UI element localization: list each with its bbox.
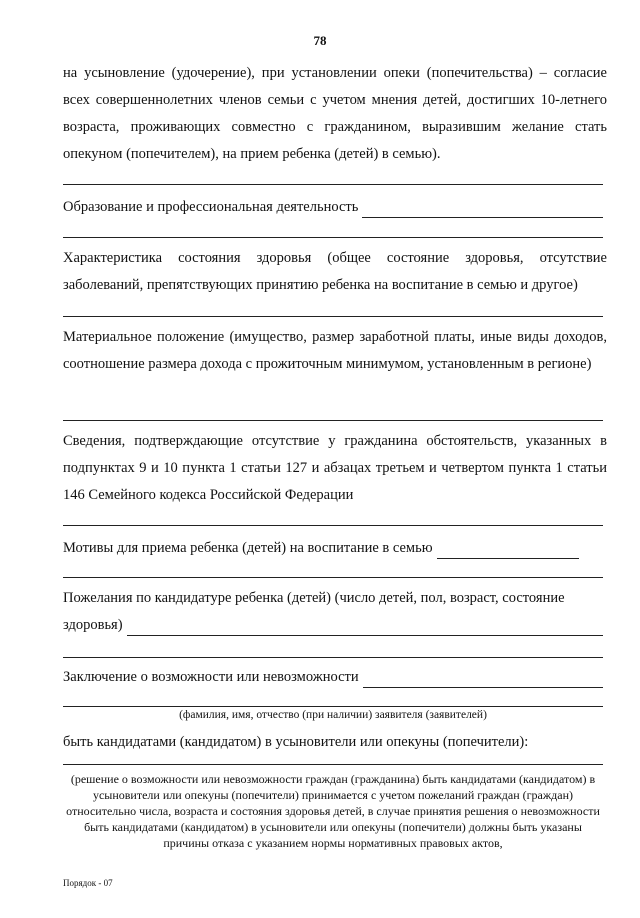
intro-paragraph: на усыновление (удочерение), при установлении опеки (попечительства) – согласие всех совершеннолетних членов семьи с учетом мнения детей, достигших 10-летнего возраста, проживающих совместно с гражданином, выразившим желание стать опекуном (попечителем), на прием ребенка (детей) в семью). bbox=[63, 65, 607, 162]
fill-line bbox=[63, 525, 603, 526]
motives-label: Мотивы для приема ребенка (детей) на воспитание в семью bbox=[63, 540, 433, 556]
health-paragraph: Характеристика состояния здоровья (общее состояние здоровья, отсутствие заболеваний, препятствующих принятию ребенка на воспитание в семью и другое) bbox=[63, 250, 607, 293]
fill-line bbox=[63, 706, 603, 707]
fill-line bbox=[63, 764, 603, 765]
fill-line bbox=[63, 237, 603, 238]
education-fill-line bbox=[362, 202, 603, 218]
candidates-text: быть кандидатами (кандидатом) в усыновители или опекуны (попечители): bbox=[63, 734, 529, 750]
conclusion-fill-line bbox=[363, 672, 603, 688]
circumstances-paragraph: Сведения, подтверждающие отсутствие у гражданина обстоятельств, указанных в подпунктах 9 и 10 пункта 1 статьи 127 и абзацах третьем и четвертом пункта 1 статьи 146 Семейного кодекса Российской Федерации bbox=[63, 433, 607, 503]
page-number: 78 bbox=[313, 33, 327, 48]
fill-line bbox=[63, 657, 603, 658]
conclusion-label: Заключение о возможности или невозможности bbox=[63, 669, 359, 685]
fill-line bbox=[63, 184, 603, 185]
wishes-line-1: Пожелания по кандидатуре ребенка (детей) (число детей, пол, возраст, состояние bbox=[63, 590, 565, 606]
fill-line bbox=[63, 577, 603, 578]
name-caption: (фамилия, имя, отчество (при наличии) заявителя (заявителей) bbox=[179, 709, 487, 721]
education-label: Образование и профессиональная деятельность bbox=[63, 199, 359, 215]
motives-row bbox=[63, 537, 603, 559]
wishes-label-health: здоровья) bbox=[63, 617, 123, 633]
fill-line bbox=[63, 420, 603, 421]
conclusion-row bbox=[63, 666, 603, 688]
wishes-fill-line bbox=[127, 620, 603, 636]
footer-label: Порядок - 07 bbox=[63, 878, 113, 888]
motives-fill-line bbox=[437, 543, 579, 559]
wishes-row bbox=[63, 614, 603, 636]
material-paragraph: Материальное положение (имущество, размер заработной платы, иные виды доходов, соотношение размера дохода с прожиточным минимумом, установленным в регионе) bbox=[63, 329, 607, 372]
education-row bbox=[63, 196, 603, 218]
fill-line bbox=[63, 316, 603, 317]
decision-note: (решение о возможности или невозможности граждан (гражданина) быть кандидатами (кандидатом) в усыновители или опекуны (попечители) принимается с учетом пожеланий граждан (граждан) относительно числа, возраста и состояния здоровья детей, в случае принятия решения о невозможности быть кандидатами (кандидатом) в усыновители или опекуны (попечители) должны быть указаны причины отказа с указанием нормы нормативных правовых актов, bbox=[66, 772, 600, 850]
